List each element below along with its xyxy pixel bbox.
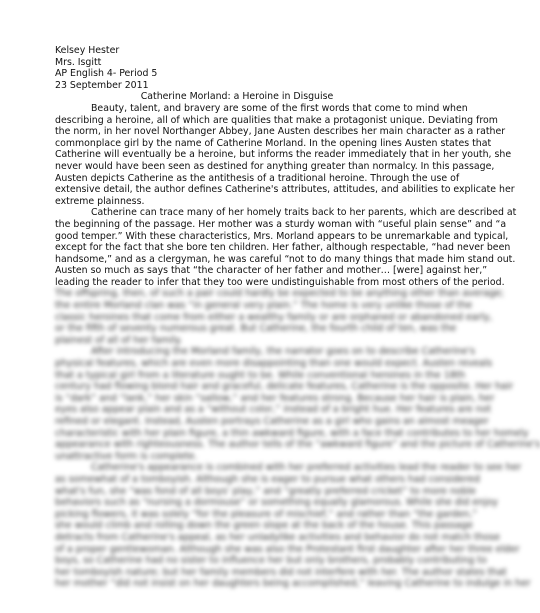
paragraph-line: extensive detail, the author defines Catherine's attributes, attitudes, and abilities to explicate her [55,184,515,196]
paragraph-line: leading the reader to infer that they too were undistinguishable from most others of the period. [55,276,505,288]
blurred-line: century had flowing blond hair and graceful, delicate features, Catherine is the opposite. Her hair [55,381,514,393]
blurred-line: that a typical girl from a literature ought to be. While conventional heroines in the 18th [55,369,466,381]
blurred-line: appearance with righteousness. The author tells of the “awkward figure” and the picture of Catherine's [55,439,540,451]
blurred-line: behaviors such as “nursing a dormouse” or something equally glamorous. While she did enjoy [55,497,498,509]
essay-body [55,45,540,590]
blurred-line: plainest of all of her family. [55,334,183,346]
paragraph-1 [55,102,515,207]
teacher-name: Mrs. Isgitt [55,56,102,68]
blurred-line: characteristic with her plain figure, a thin awkward figure, with a face that contributes to her homely [55,427,529,439]
paragraph-line: the norm, in her novel Northanger Abbey, Jane Austen describes her main character as a rather [55,126,506,138]
paragraph-line: Catherine will eventually be a heroine, but informs the reader immediately that in her youth, she [55,149,512,161]
blurred-line: eyes also appear plain and as a “without color,” instead of a bright hue. Her features are not [55,404,492,416]
author-name: Kelsey Hester [55,45,120,56]
blurred-line: she would climb and rolling down the green slope at the back of the house. This passage [55,520,473,532]
blurred-line: her mother “did not insist on her daughters being accomplished,” leaving Catherine to indulge in her [55,578,531,590]
paragraph-2 [55,207,517,288]
blurred-line: Catherine's appearance is combined with her preferred activities lead the reader to see her [91,462,522,474]
blurred-line: of a proper gentlewoman. Although she was also the Protestant first daughter after her three elder [55,543,520,555]
paragraph-line: describing a heroine, all of which are qualities that make a protagonist unique. Deviating from [55,114,498,126]
blurred-line: physical features, which are even more disappointing than one would expect. Austen reveals [55,358,493,370]
paragraph-line: Catherine can trace many of her homely traits back to her parents, which are described at [91,207,517,219]
blurred-line: After introducing the Morland family, the narrator goes on to describe Catherine's [91,346,475,358]
blurred-line: detracts from Catherine's appeal, as her unladylike activities and behavior do not match those [55,531,501,543]
blurred-line: The offspring, then, of such a pair could hardly be expected to be anything other than average; [55,288,504,300]
blurred-line: her tomboyish nature; but her family members did not interfere with her. The author states that [55,566,507,578]
blurred-line: as somewhat of a tomboyish. Although she is eager to pursue what others had considered [55,473,480,485]
essay-title: Catherine Morland: a Heroine in Disguise [140,91,334,103]
paragraph-line: Austen depicts Catherine as the antithesis of a traditional heroine. Through the use of [55,172,460,184]
paragraph-line: commonplace girl by the name of Catherine Morland. In the opening lines Austen states that [55,137,492,149]
blurred-line: classic heroines that come from either a wealthy family or are orphaned or abandoned early, [55,311,493,323]
blurred-line: is “dark” and “lank,” her skin “sallow,” and her features strong. Because her hair is plain, her [55,392,495,404]
course-name: AP English 4- Period 5 [55,68,158,80]
blurred-line: boys, so Catherine had no sister to influence her but only brothers, probably contributing to [55,555,487,567]
paragraph-line: except for the fact that she bore ten children. Her father, although respectable, “had never been [55,242,511,254]
paragraph-line: never would have been seen as destined for anything greater than normalcy. In this passage, [55,160,495,172]
paragraph-line: Beauty, talent, and bravery are some of the first words that come to mind when [91,102,468,114]
blurred-line: or the fifth of seventy numerous great. But Catherine, the fourth child of ten, was the [55,323,457,335]
paragraph-line: Austen so much as says that “the character of her father and mother… [were] against her,” [55,265,488,277]
blurred-line: what's fun, she “was fond of all boys' play,” and “greatly preferred cricket” to more noble [55,485,476,497]
essay-date: 23 September 2011 [55,79,149,91]
paragraph-line: handsome,” and as a clergyman, he was careful “not to do many things that made him stand out. [55,253,516,265]
blurred-line: unattractive form is complete. [55,450,198,462]
paragraph-line: good temper.” With these characteristics, Mrs. Morland appears to be unremarkable and typical, [55,230,509,242]
blurred-preview-text [55,288,540,590]
blurred-line: picking flowers, it was solely “for the pleasure of mischief,” and rather than “the garden,” [55,508,478,520]
paragraph-line: the beginning of the passage. Her mother was a sturdy woman with “useful plain sense” and “a [55,218,507,230]
blurred-line: the entire Morland clan was “in general very plain.” The home is very unlike those of the [55,300,473,312]
paragraph-line: extreme plainness. [55,195,145,207]
blurred-line: refined or elegant. Instead, Austen portrays Catherine as a girl who gains an almost meager [55,416,489,427]
